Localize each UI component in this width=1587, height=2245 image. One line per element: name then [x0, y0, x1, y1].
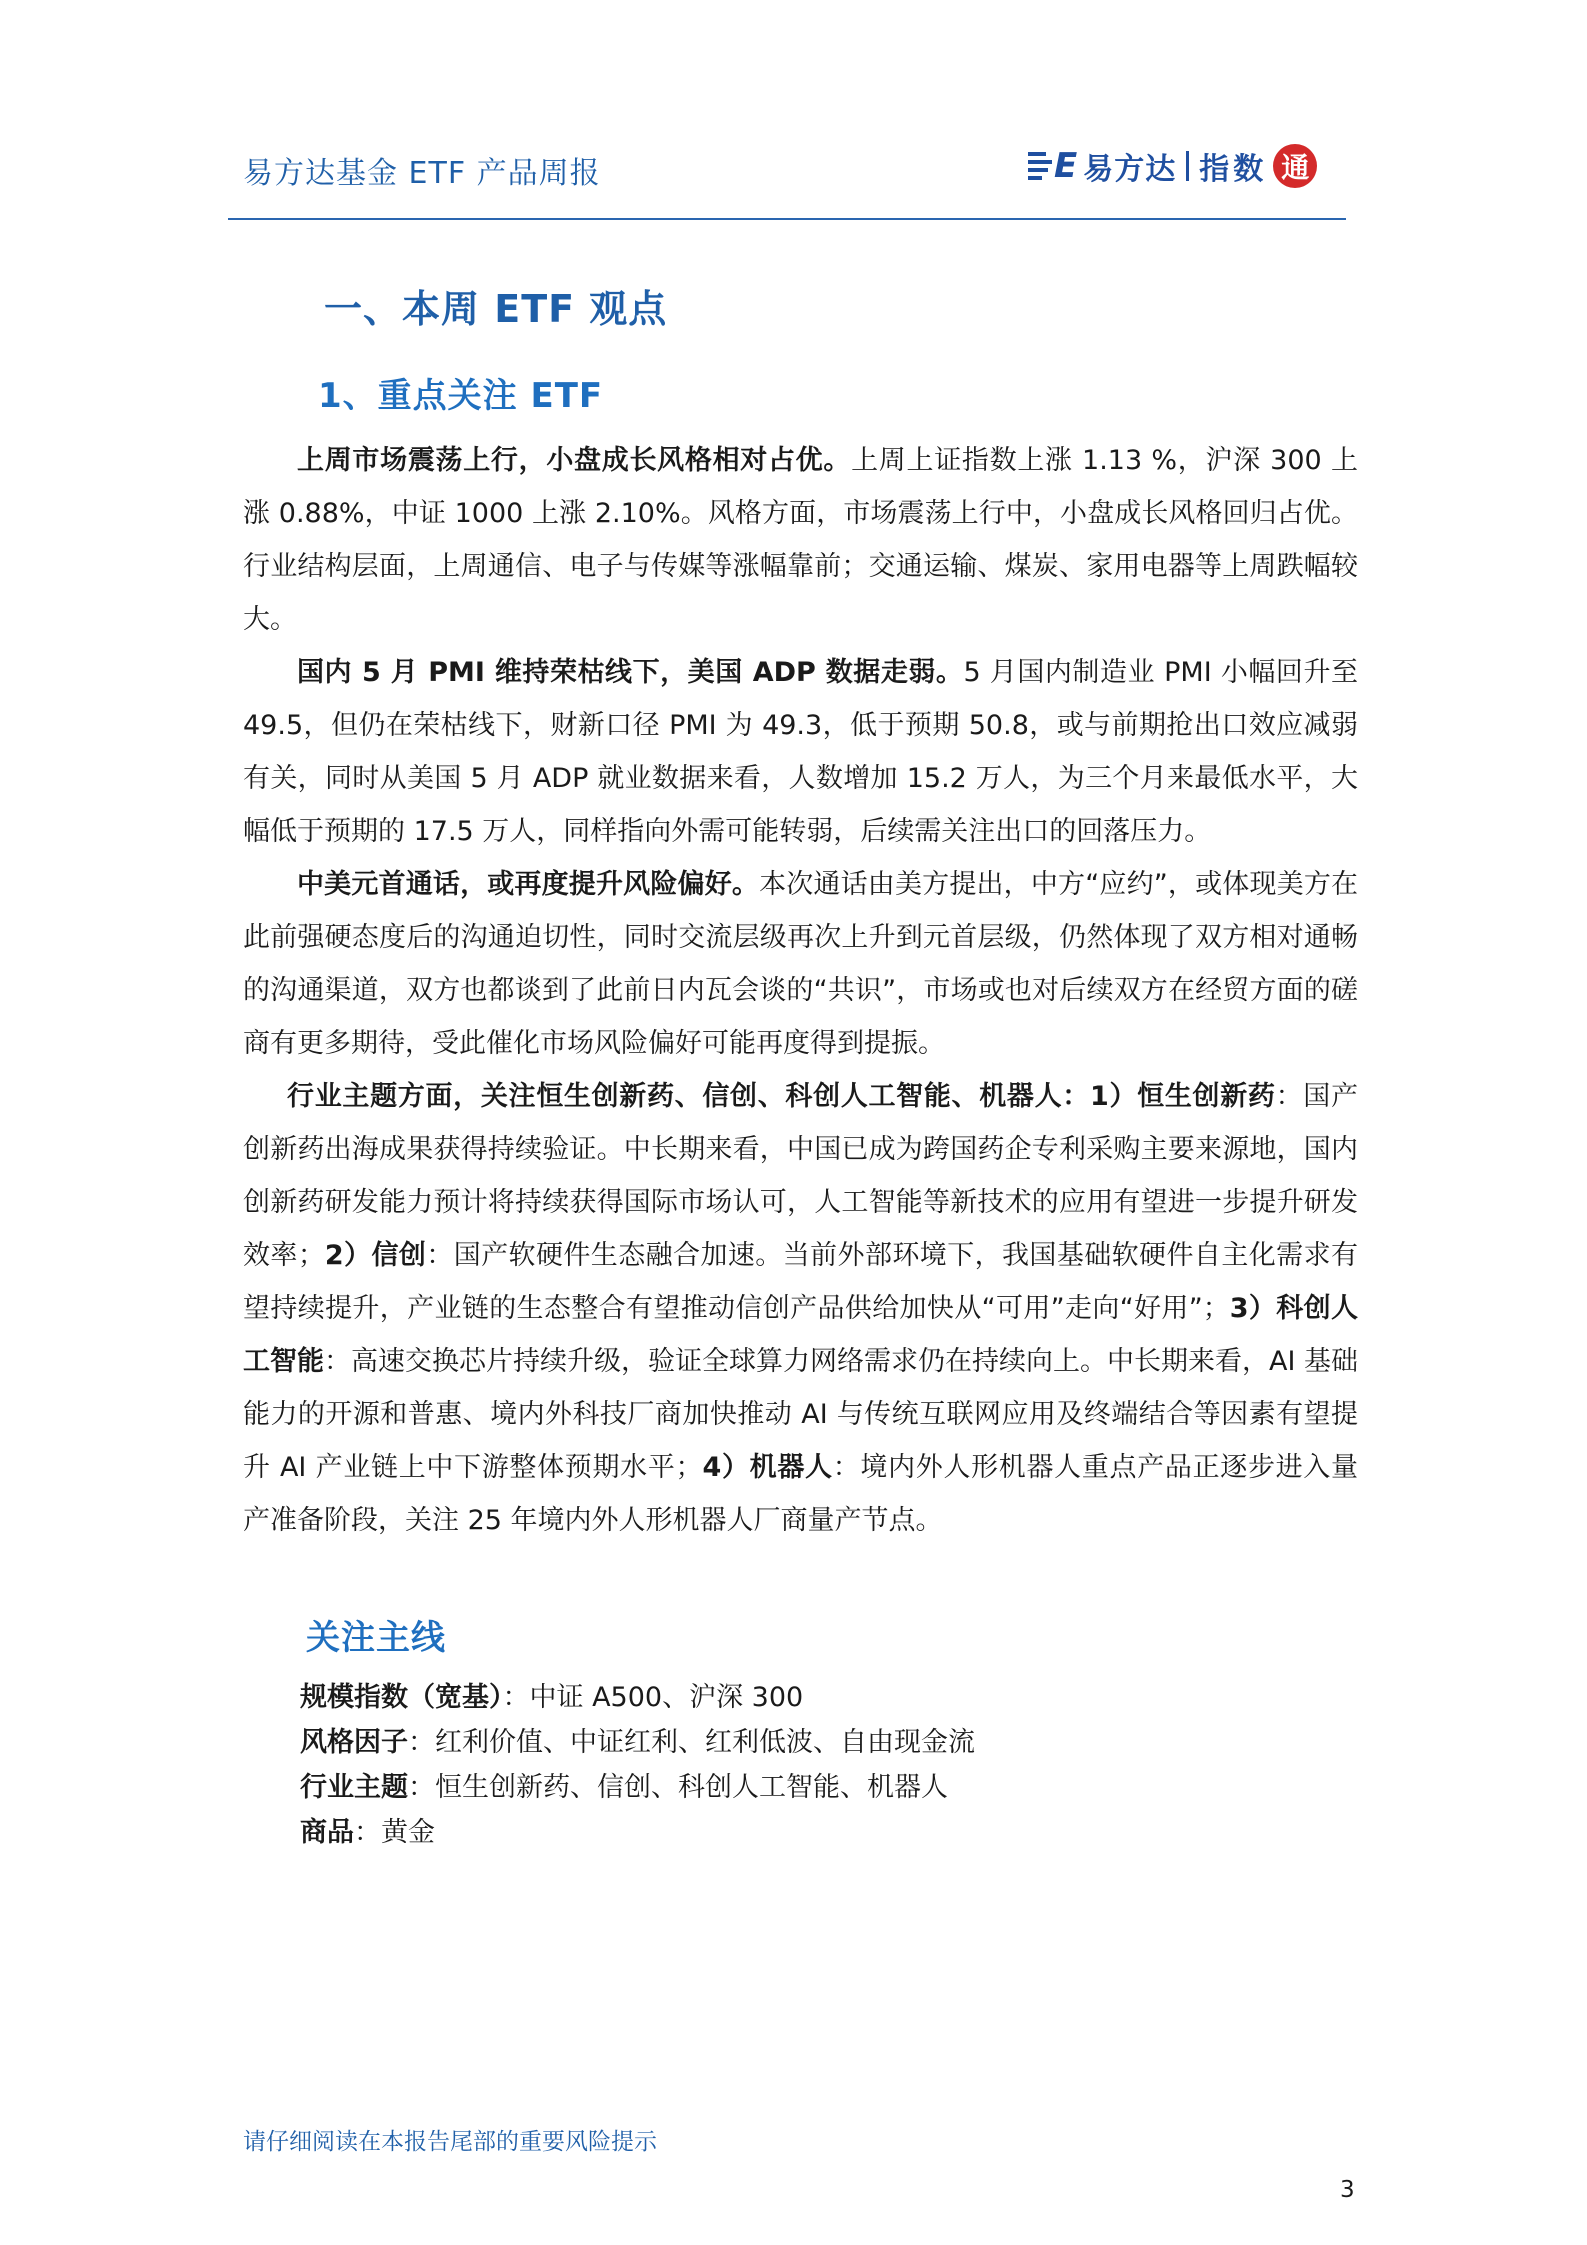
- page-number: 3: [1340, 2177, 1355, 2203]
- focus-item: [300, 1810, 975, 1855]
- industry-text-4: ：境内外人形机器人重点产品正逐步进入量产准备阶段，关注 25 年境内外人形机器人厂商量产节点。: [243, 1452, 1358, 1536]
- paragraph-pmi: [243, 646, 1358, 858]
- header-divider: [228, 218, 1346, 220]
- brand-logo: [1028, 140, 1317, 192]
- industry-text-3: ：高速交换芯片持续升级，验证全球算力网络需求仍在持续向上。中长期来看，AI 基础能力的开源和普惠、境内外科技厂商加快推动 AI 与传统互联网应用及终端结合等因素有望提升 AI 产业链上中下游整体预期水平；: [243, 1346, 1359, 1483]
- logo-e-icon: E: [1054, 146, 1078, 186]
- focus-list: [300, 1675, 975, 1855]
- focus-label: 商品: [300, 1817, 354, 1848]
- paragraph-body: 上周上证指数上涨 1.13 %，沪深 300 上涨 0.88%，中证 1000 上涨 2.10%。风格方面，市场震荡上行中，小盘成长风格回归占优。行业结构层面，上周通信、电子与传媒等涨幅靠前；交通运输、煤炭、家用电器等上周跌幅较大。: [243, 445, 1359, 635]
- risk-disclaimer-note: 请仔细阅读在本报告尾部的重要风险提示: [243, 2129, 657, 2155]
- focus-value: ：恒生创新药、信创、科创人工智能、机器人: [408, 1772, 948, 1803]
- industry-text-1: ：国产创新药出海成果获得持续验证。中长期来看，中国已成为跨国药企专利采购主要来源地，国内创新药研发能力预计将持续获得国际市场认可，人工智能等新技术的应用有望进一步提升研发效率；: [243, 1081, 1358, 1271]
- focus-item: [300, 1720, 975, 1765]
- paragraph-body: 本次通话由美方提出，中方“应约”，或体现美方在此前强硬态度后的沟通迫切性，同时交流层级再次上升到元首层级，仍然体现了双方相对通畅的沟通渠道，双方也都谈到了此前日内瓦会谈的“共识”，市场或也对后续双方在经贸方面的磋商有更多期待，受此催化市场风险偏好可能再度得到提振。: [243, 869, 1358, 1059]
- section-title: 一、本周 ETF 观点: [324, 287, 668, 331]
- focus-value: ：黄金: [354, 1817, 435, 1848]
- industry-bold-2: 2）信创: [324, 1240, 427, 1271]
- logo-speed-lines-icon: [1028, 152, 1052, 180]
- report-header-title: 易方达基金 ETF 产品周报: [243, 156, 601, 191]
- focus-label: 风格因子: [300, 1727, 408, 1758]
- paragraph-market: [243, 434, 1358, 646]
- logo-separator: [1186, 151, 1189, 181]
- logo-badge-icon: 通: [1273, 144, 1317, 188]
- paragraph-call: [243, 858, 1358, 1070]
- focus-value: ：中证 A500、沪深 300: [502, 1682, 804, 1713]
- focus-value: ：红利价值、中证红利、红利低波、自由现金流: [408, 1727, 975, 1758]
- logo-brand-name: 易方达: [1083, 152, 1177, 187]
- industry-lead: 行业主题方面，关注恒生创新药、信创、科创人工智能、机器人：1）恒生创新药: [287, 1081, 1276, 1112]
- industry-text-2: ：国产软硬件生态融合加速。当前外部环境下，我国基础软硬件自主化需求有望持续提升，产业链的生态整合有望推动信创产品供给加快从“可用”走向“好用”；: [243, 1240, 1359, 1324]
- focus-item: [300, 1675, 975, 1720]
- focus-item: [300, 1765, 975, 1810]
- paragraph-lead: 国内 5 月 PMI 维持荣枯线下，美国 ADP 数据走弱。: [297, 657, 964, 688]
- industry-bold-4: 4）机器人: [702, 1452, 833, 1483]
- logo-sub-name: 指数: [1199, 152, 1268, 187]
- paragraph-lead: 中美元首通话，或再度提升风险偏好。: [297, 869, 760, 900]
- paragraph-lead: 上周市场震荡上行，小盘成长风格相对占优。: [297, 445, 852, 476]
- paragraph-body: 5 月国内制造业 PMI 小幅回升至 49.5，但仍在荣枯线下，财新口径 PMI 为 49.3，低于预期 50.8，或与前期抢出口效应减弱有关，同时从美国 5 月 ADP 就业数据来看，人数增加 15.2 万人，为三个月来最低水平，大幅低于预期的 17.5 万人，同样指向外需可能转弱，后续需关注出口的回落压力。: [243, 657, 1358, 847]
- industry-bold-3: 3）科创人工智能: [243, 1293, 1358, 1377]
- focus-title: 关注主线: [306, 1618, 446, 1658]
- subsection-title: 1、重点关注 ETF: [318, 376, 604, 416]
- focus-label: 规模指数（宽基）: [300, 1682, 503, 1713]
- body-paragraphs: [243, 434, 1358, 1547]
- focus-label: 行业主题: [300, 1772, 408, 1803]
- paragraph-industry: [243, 1070, 1358, 1547]
